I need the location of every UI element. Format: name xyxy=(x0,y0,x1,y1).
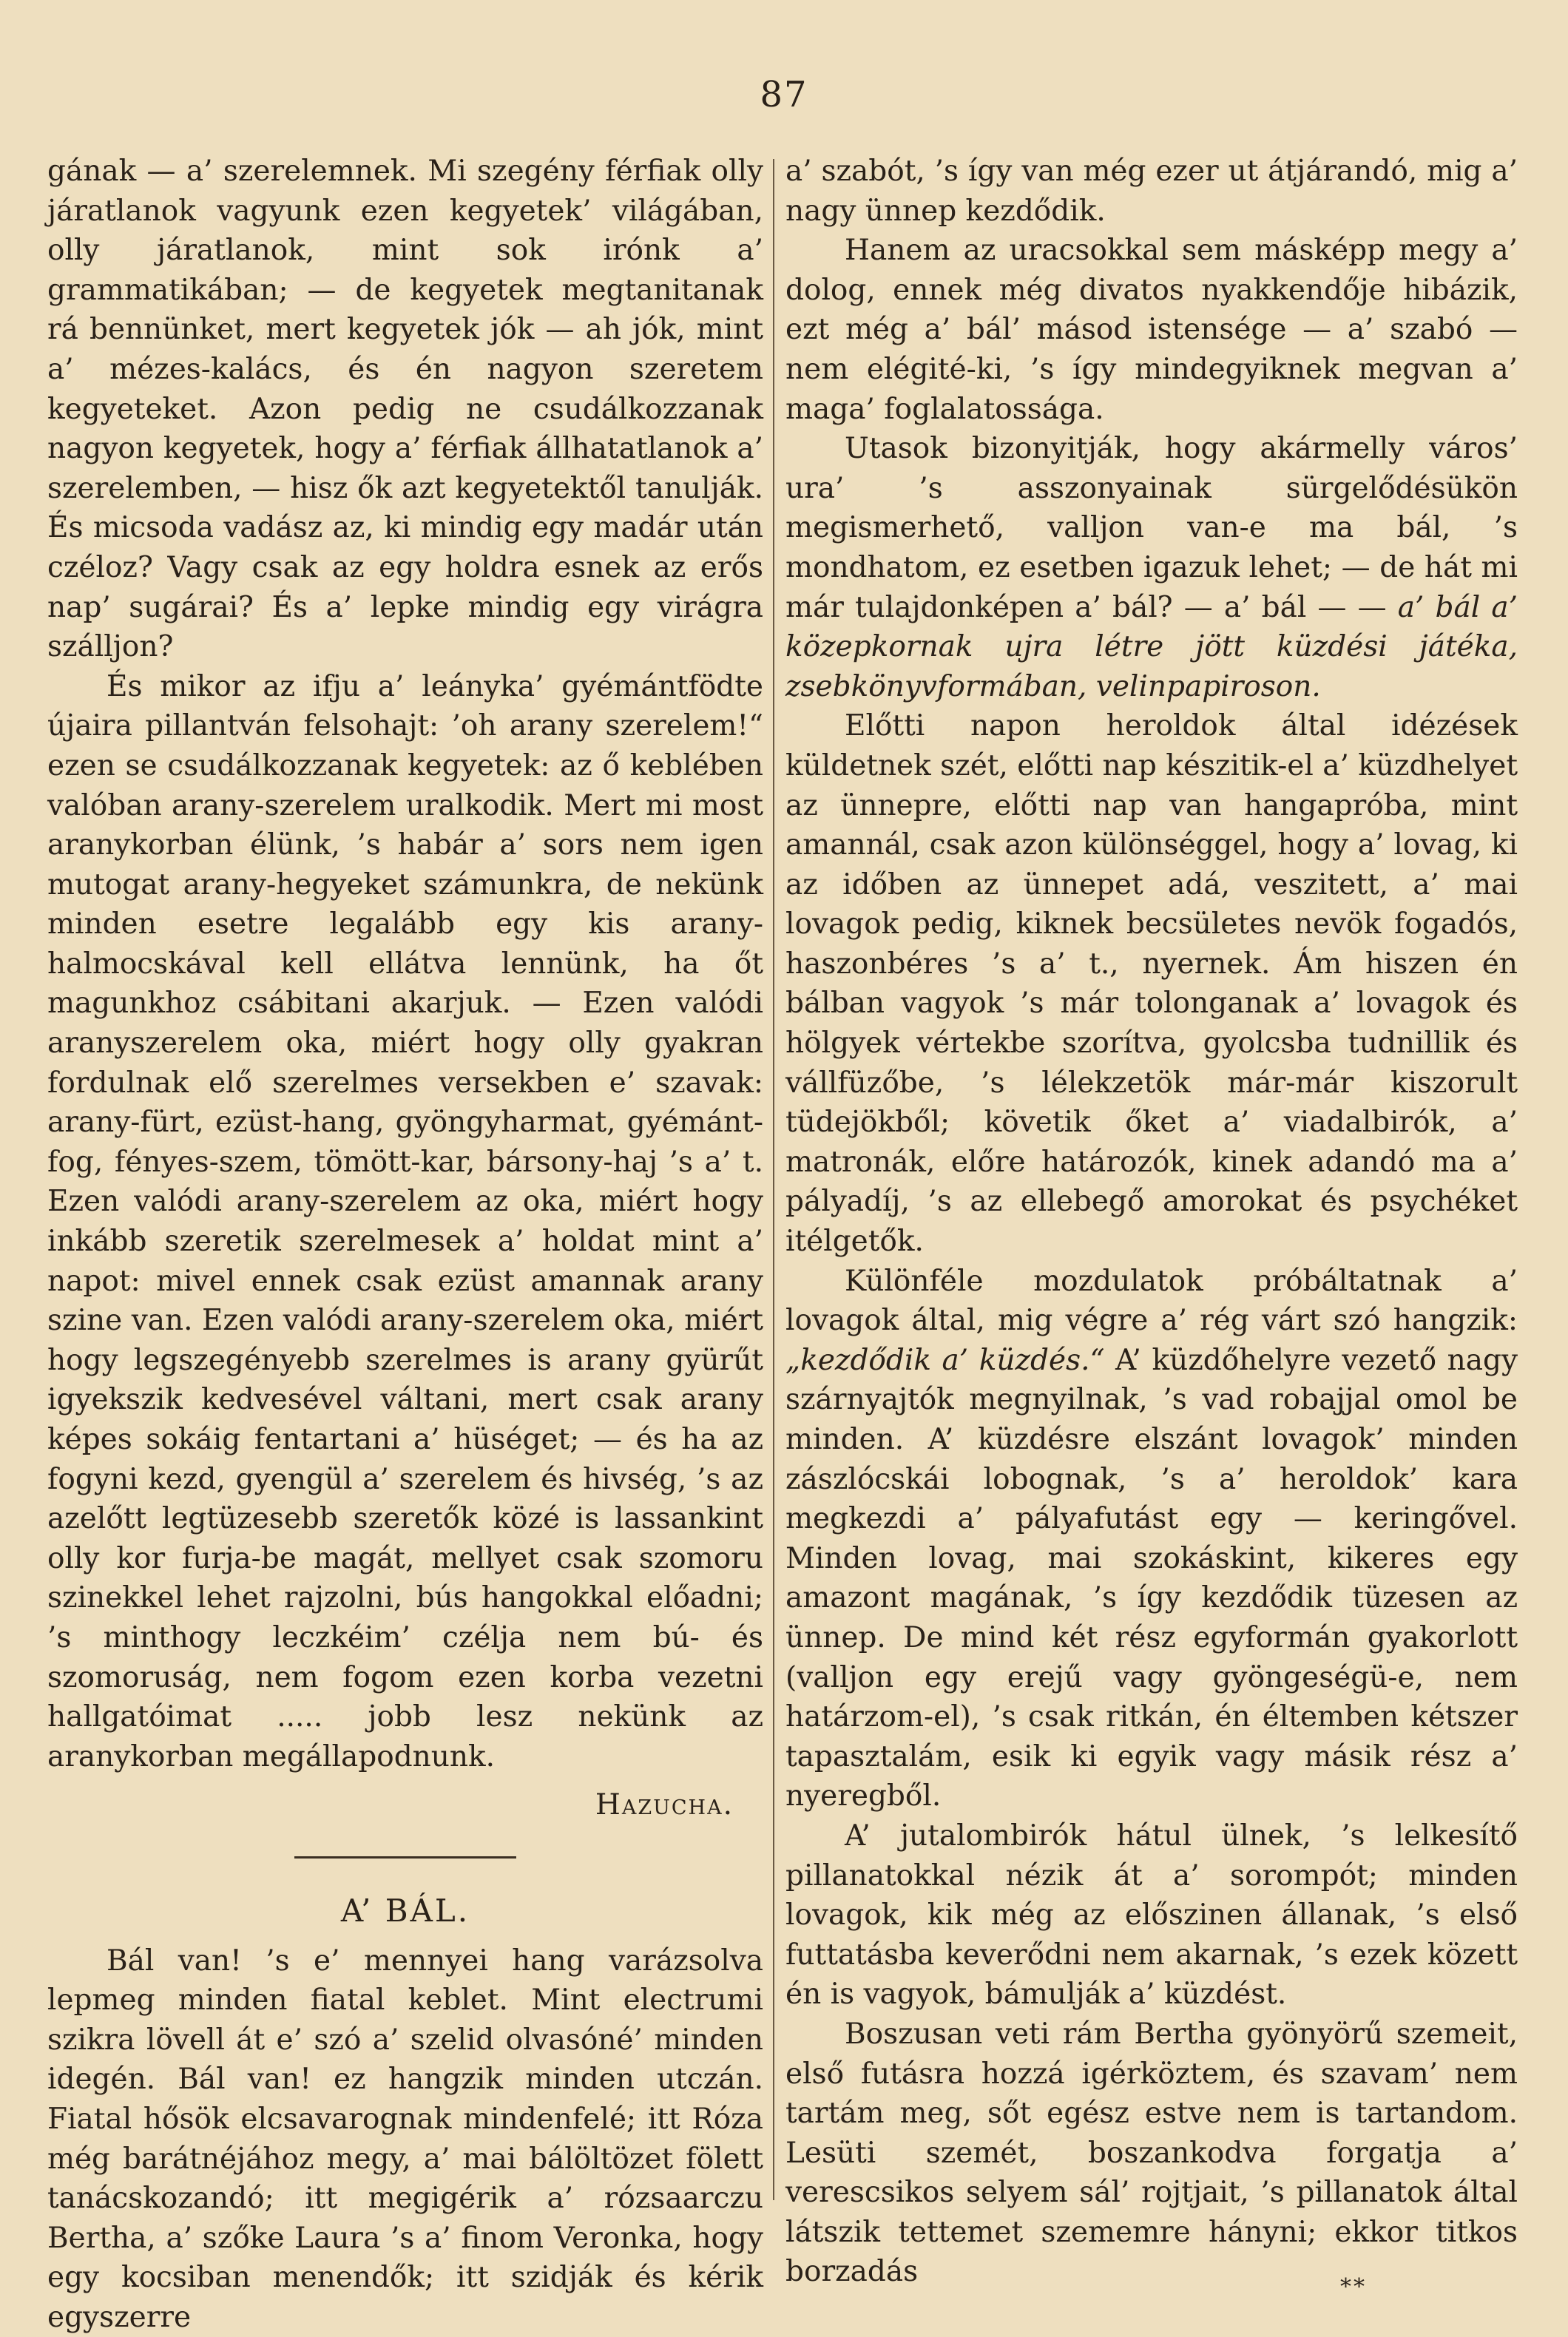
italic-quote: „kezdődik a’ küzdés.“ xyxy=(785,1343,1105,1377)
paragraph-text: Különféle mozdulatok próbáltatnak a’ lovagok által, mig végre a’ rég várt szó hangzik: xyxy=(785,1264,1518,1338)
author-signature: Hazucha. xyxy=(595,1788,734,1822)
right-column xyxy=(785,152,1518,2292)
paragraph: Hanem az uracsokkal sem másképp megy a’ dolog, ennek még divatos nyakkendője hibázik, ezt még a’ bál’ másod istensége — a’ szabó — nem elégité-ki, ’s így mindegyiknek megvan a’ maga’ foglalatossága. xyxy=(785,234,1518,426)
paragraph xyxy=(785,1262,1518,1816)
paragraph: Boszusan veti rám Bertha gyönyörű szemeit, első futásra hozzá igérköztem, és szavam’ nem tartám meg, sőt egész estve nem is tartandom. Lesüti szemét, boszankodva forgatja a’ verescsikos selyem sál’ rojtjait, ’s pillanatok által látszik tettemet szememre hányni; ekkor titkos borzadás xyxy=(785,2017,1518,2289)
paragraph-text: A’ küzdőhelyre vezető nagy szárnyajtók megnyilnak, ’s vad robajjal omol be minden. A’ küzdésre elszánt lovagok’ minden zászlócskái lobognak, ’s a’ heroldok’ kara megkezdi a’ pályafutást egy — keringővel. Minden lovag, mai szokáskint, kikeres egy amazont magának, ’s így kezdődik tüzesen az ünnep. De mind két rész egyformán gyakorlott (valljon egy erejű vagy gyöngeségü-e, nem határzom-el), ’s csak ritkán, én éltemben kétszer tapasztalám, esik ki egyik vagy másik rész a’ nyeregből. xyxy=(785,1343,1518,1813)
paragraph: És mikor az ifju a’ leányka’ gyémántfödte újaira pillantván felsohajt: ’oh arany szerelem!“ ezen se csudálkozzanak kegyetek: az ő keblében valóban arany-szerelem uralkodik. Mert mi most aranykorban élünk, ’s habár a’ sors nem igen mutogat arany-hegyeket számunkra, de nekünk minden esetre legalább egy kis arany-halmocskával kell ellátva lennünk, ha őt magunkhoz csábitani akarjuk. — Ezen valódi aranyszerelem oka, miért hogy olly gyakran fordulnak elő szerelmes versekben e’ szavak: arany-fürt, ezüst-hang, gyöngyharmat, gyémánt-fog, fényes-szem, tömött-kar, bársony-haj ’s a’ t. Ezen valódi arany-szerelem az oka, miért hogy inkább szeretik szerelmesek a’ holdat mint a’ napot: mivel ennek csak ezüst amannak arany szine van. Ezen valódi arany-szerelem oka, miért hogy legszegényebb szerelmes is arany gyürűt igyekszik kedvesével váltani, mert csak arany képes sokáig fentartani a’ hüséget; — és ha az fogyni kezd, gyengül a’ szerelem és hivség, ’s az azelőtt legtüzesebb szeretők közé is lassankint olly kor furja-be magát, mellyet csak szomoru szinekkel lehet rajzolni, bús hangokkal előadni; ’s minthogy leczkéim’ czélja nem bú- és szomoruság, nem fogom ezen korba vezetni hallgatóimat ..... jobb lesz nekünk az aranykorban megállapodnunk. xyxy=(47,669,763,1773)
paragraph-text: Utasok bizonyitják, hogy akármelly város’ ura’ ’s asszonyainak sürgelődésükön megismerhető, valljon van-e ma bál, ’s mondhatom, ez esetben igazuk lehet; — de hát mi már tulajdonképen a’ bál? — a’ bál — — xyxy=(785,432,1518,624)
paragraph: gának — a’ szerelemnek. Mi szegény férfiak olly járatlanok vagyunk ezen kegyetek’ világában, olly járatlanok, mint sok irónk a’ grammatikában; — de kegyetek megtanitanak rá bennünket, mert kegyetek jók — ah jók, mint a’ mézes-kalács, és én nagyon szeretem kegyeteket. Azon pedig ne csudálkozzanak nagyon kegyetek, hogy a’ férfiak állhatatlanok a’ szerelemben, — hisz ők azt kegyetektől tanulják. És micsoda vadász az, ki mindig egy madár után czéloz? Vagy csak az egy holdra esnek az erős nap’ sugárai? És a’ lepke mindig egy virágra szálljon? xyxy=(47,155,763,664)
paragraph: Bál van! ’s e’ mennyei hang varázsolva lepmeg minden fiatal keblet. Mint electrumi szikra lövell át e’ szó a’ szelid olvasóné’ minden idegén. Bál van! ez hangzik minden utczán. Fiatal hősök elcsavarognak mindenfelé; itt Róza még barátnéjához megy, a’ mai bálöltözet fölett tanácskozandó; itt megigérik a’ rózsaarczu Bertha, a’ szőke Laura ’s a’ finom Veronka, hogy egy kocsiban menendők; itt szidják és kérik egyszerre xyxy=(47,1944,763,2334)
italic-definition: a’ bál a’ közepkornak ujra létre jött küzdési játéka, zsebkönyvformában, velinpapiroson. xyxy=(785,590,1518,703)
paragraph xyxy=(785,429,1518,706)
paragraph: a’ szabót, ’s így van még ezer ut átjárandó, mig a’ nagy ünnep kezdődik. xyxy=(785,155,1518,228)
paragraph: A’ jutalombirók hátul ülnek, ’s lelkesítő pillanatokkal nézik át a’ sorompót; minden lovagok, kik még az előszinen állanak, ’s első futtatásba keverődni nem akarnak, ’s ezek közett én is vagyok, bámulják a’ küzdést. xyxy=(785,1819,1518,2012)
page-number: 87 xyxy=(760,74,808,115)
left-column xyxy=(47,152,763,2337)
section-heading: A’ BÁL. xyxy=(340,1892,470,1929)
column-divider xyxy=(773,159,774,2200)
section-divider xyxy=(294,1856,516,1859)
printer-signature-mark: ** xyxy=(1340,2274,1367,2300)
paragraph: Előtti napon heroldok által idézések küldetnek szét, előtti nap készitik-el a’ küzdhelyet az ünnepre, előtti nap van hangapróba, mint amannál, csak azon különséggel, hogy a’ lovag, ki az időben az ünnepet adá, veszitett, a’ mai lovagok pedig, kiknek becsületes nevök fogadós, haszonbéres ’s a’ t., nyernek. Ám hiszen én bálban vagyok ’s már tolonganak a’ lovagok és hölgyek vértekbe szorítva, gyolcsba tudnillik és vállfüzőbe, ’s lélekzetök már-már kiszorult tüdejökből; követik őket a’ viadalbirók, a’ matronák, előre határozók, kinek adandó ma a’ pályadíj, ’s az ellebegő amorokat és psychéket itélgetők. xyxy=(785,709,1518,1259)
